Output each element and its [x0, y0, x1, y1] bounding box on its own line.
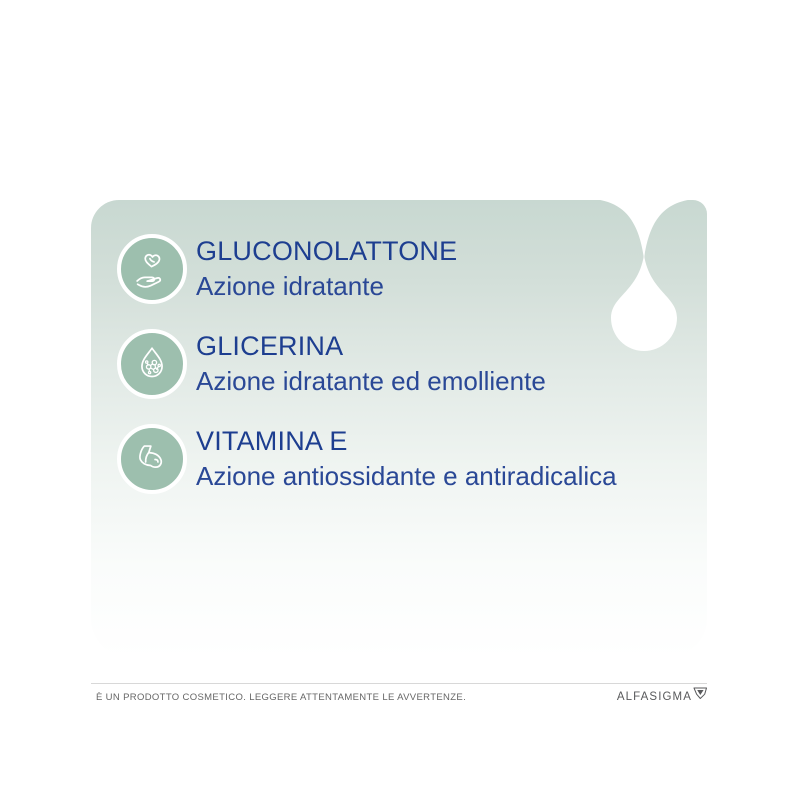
alfasigma-wordmark: ALFASIGMA [616, 691, 692, 703]
ingredients-card [91, 200, 707, 658]
ingredient-subtitle: Azione idratante ed emolliente [196, 366, 546, 396]
alfasigma-shield-icon [693, 687, 708, 700]
drop-molecule-icon [117, 329, 187, 399]
ingredient-text-block [196, 236, 457, 301]
ingredient-row-gluconolattone [117, 234, 683, 320]
ingredient-text-block [196, 331, 546, 396]
hand-heart-icon [117, 234, 187, 304]
cosmetic-disclaimer: È UN PRODOTTO COSMETICO. LEGGERE ATTENTAMENTE LE AVVERTENZE. [96, 692, 467, 703]
muscle-arm-icon [117, 424, 187, 494]
footer-divider [91, 683, 707, 684]
ingredient-title: GLUCONOLATTONE [196, 236, 458, 266]
ingredient-text-block [196, 426, 617, 491]
ingredient-row-glicerina [117, 329, 683, 415]
ingredient-row-vitamina-e [117, 424, 683, 510]
ingredient-title: VITAMINA E [196, 426, 348, 456]
ingredient-subtitle: Azione antiossidante e antiradicalica [196, 461, 617, 491]
alfasigma-logo [617, 688, 708, 703]
ingredient-subtitle: Azione idratante [196, 271, 384, 301]
ingredient-title: GLICERINA [196, 331, 344, 361]
